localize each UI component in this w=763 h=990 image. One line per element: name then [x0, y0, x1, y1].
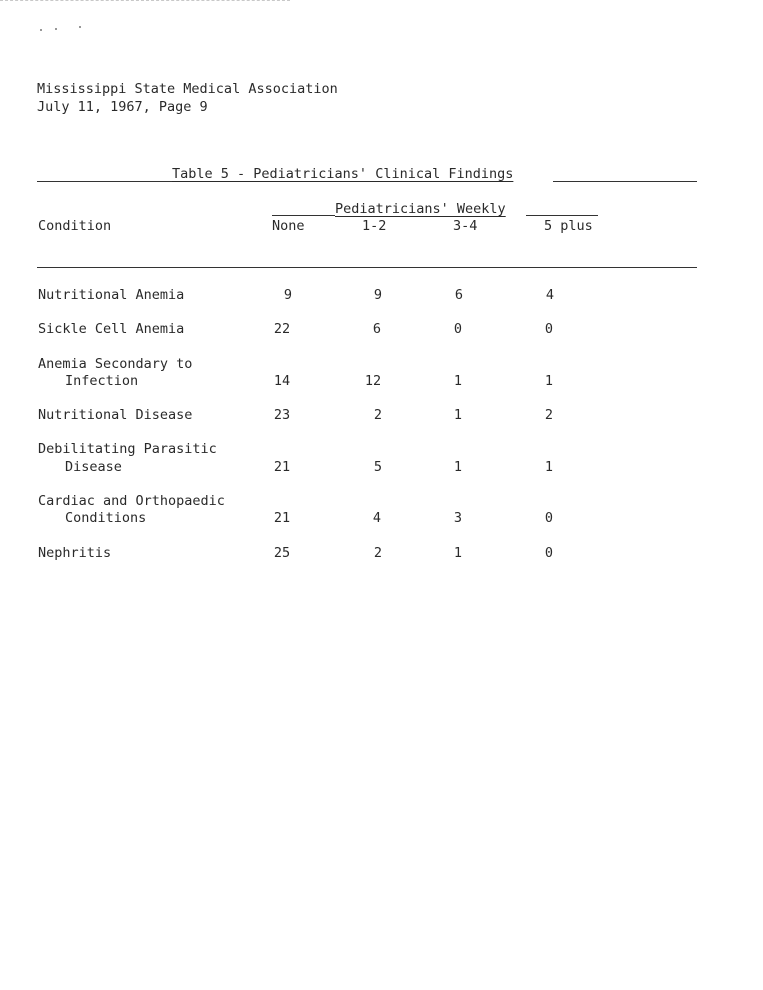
cell-1-2: 2 [373, 407, 383, 423]
cell-1-2: 5 [373, 459, 383, 475]
cell-3-4: 1 [453, 373, 463, 389]
cell-5-plus: 1 [544, 459, 554, 475]
cell-1-2: 12 [364, 373, 382, 389]
row-condition-continued: Disease [65, 459, 122, 475]
cell-1-2: 2 [373, 545, 383, 561]
cell-none: 14 [273, 373, 291, 389]
row-condition-continued: Conditions [65, 510, 147, 526]
cell-1-2: 9 [373, 287, 383, 303]
cell-3-4: 1 [453, 459, 463, 475]
scan-speck [79, 26, 81, 28]
column-header-none: None [272, 218, 305, 234]
title-rule-left [37, 181, 172, 182]
cell-5-plus: 0 [544, 510, 554, 526]
row-condition: Nutritional Anemia [38, 287, 185, 303]
row-condition: Anemia Secondary to [38, 356, 193, 372]
cell-1-2: 4 [372, 510, 382, 526]
title-rule-right [553, 181, 697, 182]
row-condition: Nephritis [38, 545, 112, 561]
column-header-1-2: 1-2 [362, 218, 387, 234]
scan-speck [40, 29, 42, 31]
cell-3-4: 6 [454, 287, 464, 303]
cell-none: 9 [283, 287, 293, 303]
cell-none: 25 [273, 545, 291, 561]
cell-5-plus: 4 [545, 287, 555, 303]
cell-none: 23 [273, 407, 291, 423]
cell-3-4: 3 [453, 510, 463, 526]
cell-1-2: 6 [372, 321, 382, 337]
column-header-condition: Condition [38, 218, 112, 234]
cell-3-4: 1 [453, 545, 463, 561]
letterhead-organization: Mississippi State Medical Association [37, 81, 338, 97]
cell-5-plus: 0 [544, 321, 554, 337]
cell-5-plus: 1 [544, 373, 554, 389]
cell-3-4: 1 [453, 407, 463, 423]
cell-5-plus: 2 [544, 407, 554, 423]
cell-none: 21 [273, 459, 291, 475]
group-header-rule-left [272, 215, 335, 216]
cell-none: 22 [273, 321, 291, 337]
column-header-3-4: 3-4 [453, 218, 478, 234]
cell-5-plus: 0 [544, 545, 554, 561]
scan-speck [55, 28, 57, 30]
cell-3-4: 0 [453, 321, 463, 337]
page-top-edge [0, 0, 290, 1]
row-condition: Debilitating Parasitic [38, 441, 217, 457]
row-condition: Sickle Cell Anemia [38, 321, 185, 337]
letterhead-date-page: July 11, 1967, Page 9 [37, 99, 208, 115]
group-header: Pediatricians' Weekly [335, 201, 506, 217]
row-condition: Nutritional Disease [38, 407, 193, 423]
cell-none: 21 [273, 510, 291, 526]
column-header-5-plus: 5 plus [544, 218, 593, 234]
group-header-rule-right [526, 215, 598, 216]
row-condition: Cardiac and Orthopaedic [38, 493, 225, 509]
row-condition-continued: Infection [65, 373, 139, 389]
header-separator-rule [37, 267, 697, 268]
table-title: Table 5 - Pediatricians' Clinical Findings [172, 166, 514, 182]
